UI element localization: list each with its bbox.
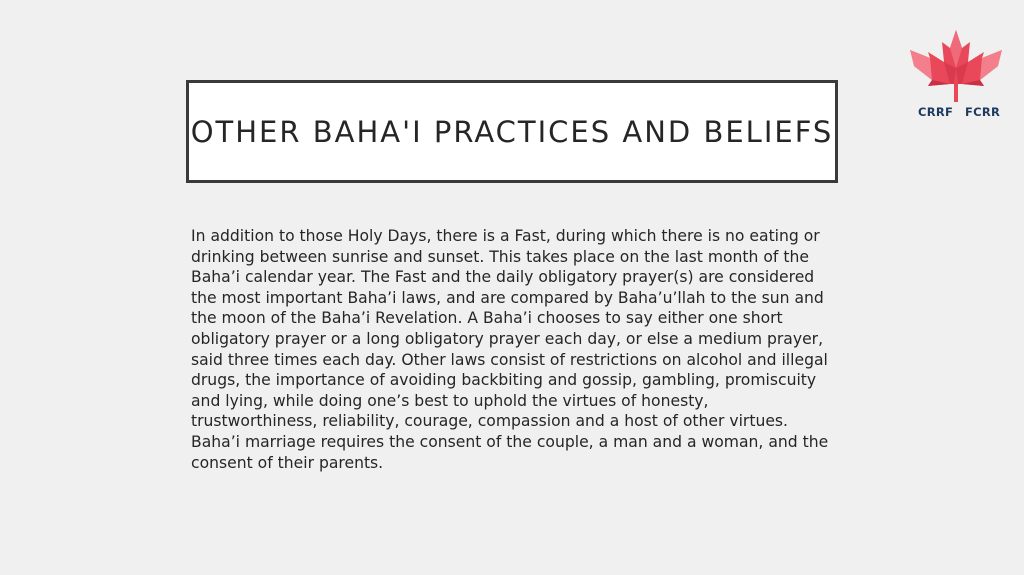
crrf-logo bbox=[906, 28, 1006, 124]
logo-text-fcrr: FCRR bbox=[965, 105, 1001, 119]
logo-text-crrf: CRRF bbox=[918, 105, 954, 119]
slide-title: OTHER BAHA'I PRACTICES AND BELIEFS bbox=[190, 114, 834, 149]
maple-leaf-icon bbox=[906, 28, 1006, 108]
title-box bbox=[186, 80, 838, 183]
slide-body-text: In addition to those Holy Days, there is a Fast, during which there is no eating or drinking between sunrise and sunset. This takes place on the last month of the Baha’i calendar year. The Fast and the daily obligatory prayer(s) are considered the most important Baha’i laws, and are compared by Baha’u’llah to the sun and the moon of the Baha’i Revelation. A Baha’i chooses to say either one short obligatory prayer or a long obligatory prayer each day, or else a medium prayer, said three times each day. Other laws consist of restrictions on alcohol and illegal drugs, the importance of avoiding backbiting and gossip, gambling, promiscuity and lying, while doing one’s best to uphold the virtues of honesty, trustworthiness, reliability, courage, compassion and a host of other virtues. Baha’i marriage requires the consent of the couple, a man and a woman, and the consent of their parents. bbox=[191, 227, 829, 472]
